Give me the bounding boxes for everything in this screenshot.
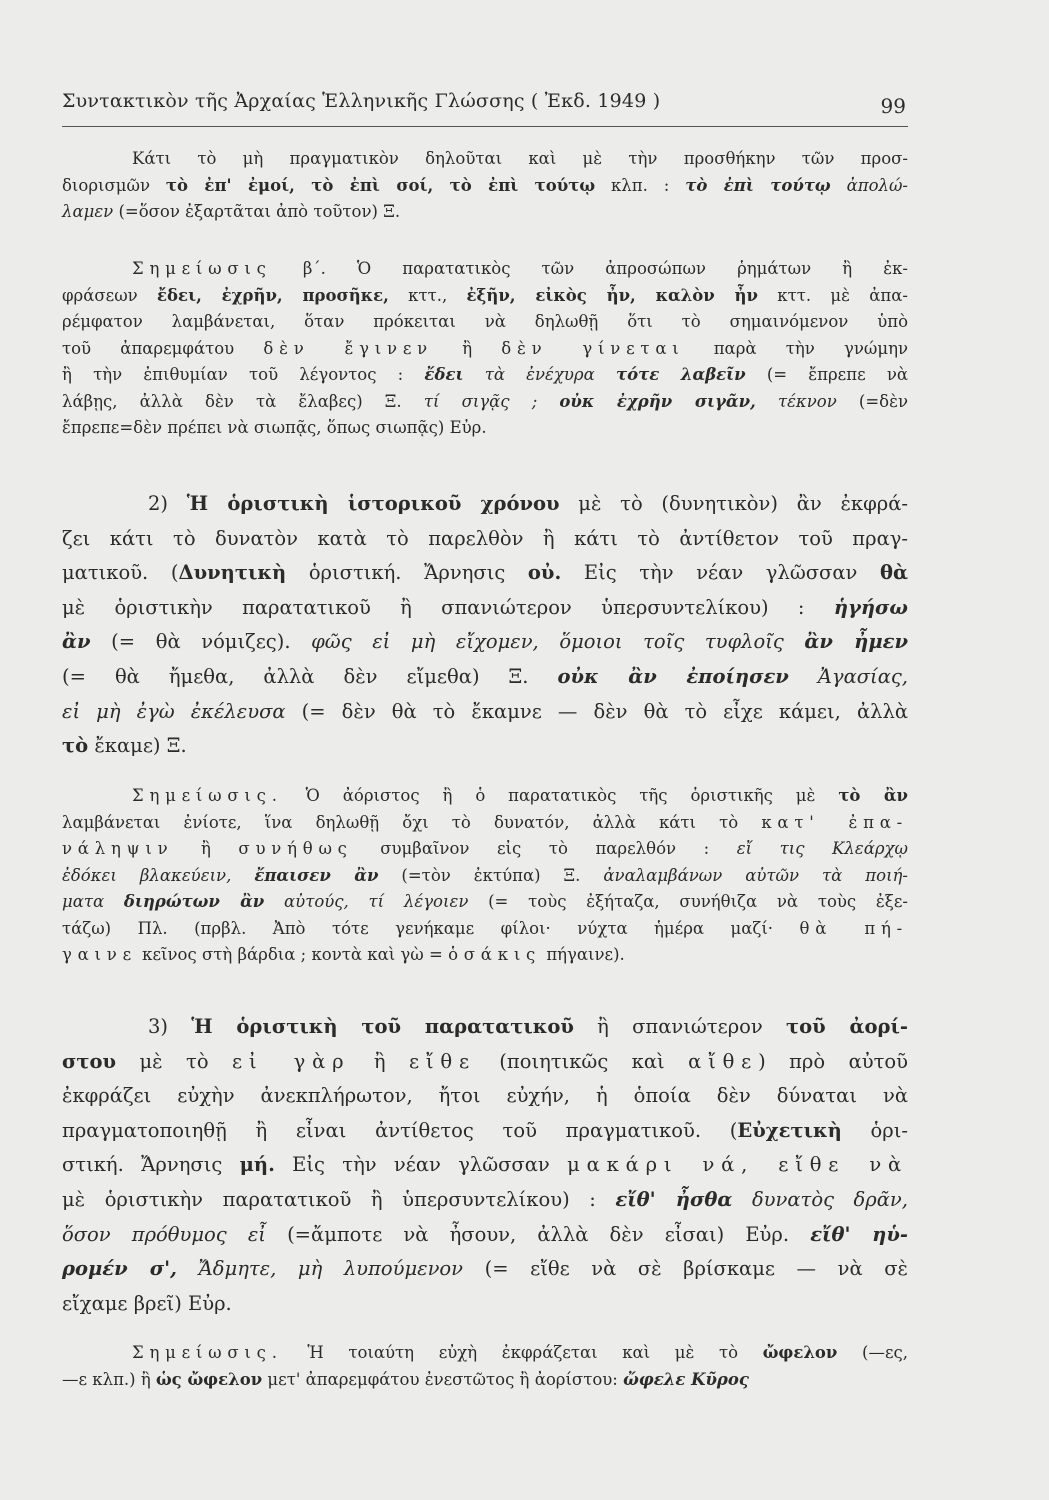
text-run: ὁριστική. Ἄρνησις xyxy=(286,561,528,585)
text-run: στική. Ἄρνησις xyxy=(62,1153,240,1177)
styled-text: Σημείωσις. xyxy=(132,1343,283,1362)
page-header xyxy=(62,84,908,127)
text-line xyxy=(62,863,908,890)
text-line xyxy=(62,660,908,695)
text-run: 3) xyxy=(148,1015,192,1038)
text-run: πήγαινε). xyxy=(541,945,625,964)
text-line xyxy=(62,336,908,363)
text-line xyxy=(62,283,908,310)
styled-text: ὁσάκις xyxy=(448,945,542,964)
styled-text: τοῦ ἀορί- xyxy=(785,1015,908,1038)
styled-text: τέκνον xyxy=(777,391,837,411)
text-run: παρὰ τὴν γνώμην xyxy=(684,338,908,358)
text-run: τάζω) Πλ. (πρβλ. Ἀπὸ τότε γενήκαμε φίλοι· νύχτα ἡμέρα μαζί· xyxy=(62,918,800,938)
text-run: (=δὲν xyxy=(836,391,909,411)
text-run: μὲ τὸ (δυνητικὸν) ἂν ἐκφρά- xyxy=(559,492,908,515)
text-run: 2) xyxy=(148,492,187,515)
text-run: κεῖνος στὴ βάρδια ; κοντὰ καὶ γὼ = xyxy=(136,945,449,964)
styled-text: εἰ μὴ ἐγὼ ἐκέλευσα xyxy=(62,699,286,723)
text-line xyxy=(62,1148,908,1183)
styled-text: τί σιγᾷς ; xyxy=(423,391,538,411)
styled-text: ἐδόκει βλακεύειν, xyxy=(62,865,232,885)
text-run: κττ. μὲ ἀπα- xyxy=(757,285,908,305)
styled-text: Ἀγασίας, xyxy=(817,664,908,688)
text-run: ἢ xyxy=(432,338,502,358)
styled-text: Εὐχετικὴ xyxy=(737,1118,842,1142)
text-line xyxy=(62,1287,908,1322)
text-line xyxy=(62,362,908,389)
styled-text: στου xyxy=(62,1049,117,1073)
text-run xyxy=(595,365,616,384)
paragraph xyxy=(62,783,908,969)
styled-text: εἰ γὰρ xyxy=(232,1049,351,1073)
text-run: β΄. Ὁ παρατατικὸς τῶν ἀπροσώπων ῥημάτων ἢ ἐκ- xyxy=(271,259,908,278)
styled-text: ἂν ἦμεν xyxy=(804,630,908,654)
styled-text: θὰ xyxy=(879,561,908,585)
styled-text: εἴθε xyxy=(408,1049,476,1073)
styled-text: Σημείωσις xyxy=(132,259,272,278)
text-line xyxy=(62,522,908,557)
text-run: φράσεων xyxy=(62,285,158,305)
text-run: ἢ τὴν ἐπιθυμίαν τοῦ λέγοντος : xyxy=(62,365,425,384)
styled-text: δυνατὸς δρᾶν, xyxy=(751,1187,908,1211)
text-run: μὲ ὁριστικὴν παρατατικοῦ ἢ σπανιώτερον ὑπερσυντελίκου) : xyxy=(62,595,834,619)
text-run: ρέμφατον λαμβάνεται, ὅταν πρόκειται νὰ δηλωθῇ ὅτι τὸ σημαινόμενον ὑπὸ xyxy=(62,312,908,331)
text-line xyxy=(62,729,908,764)
text-run: πραγματοποιηθῇ ἢ εἶναι ἀντίθετος τοῦ πραγματικοῦ. ( xyxy=(62,1118,738,1142)
text-line xyxy=(62,695,908,730)
styled-text: εἴθ' ηὑ- xyxy=(810,1222,908,1246)
styled-text: ρομέν σ', xyxy=(62,1257,177,1281)
text-run xyxy=(537,392,559,411)
text-run: ἢ σπανιώτερον xyxy=(573,1015,786,1038)
styled-text: εἴ τις Κλεάρχῳ xyxy=(736,839,908,858)
text-run: ἐκφράζει εὐχὴν ἀνεκπλήρωτον, ἤτοι εὐχήν, ἡ ὁποία δὲν δύναται νὰ xyxy=(62,1084,908,1108)
text-run: ἢ xyxy=(350,1049,409,1073)
text-run: (= θὰ νόμιζες). xyxy=(90,630,312,654)
styled-text: θὰ πή- xyxy=(799,918,908,938)
styled-text: ὤφελον xyxy=(762,1343,838,1362)
running-title: Συντακτικὸν τῆς Ἀρχαίας Ἑλληνικῆς Γλώσσης ( Ἐκδ. 1949 ) xyxy=(62,90,661,112)
text-run xyxy=(231,866,254,885)
styled-text: τὸ ἐπὶ τούτῳ xyxy=(685,175,831,195)
styled-text: οὐ. xyxy=(527,561,562,585)
text-run xyxy=(104,892,124,911)
paragraph xyxy=(62,487,908,764)
text-line xyxy=(62,1114,908,1149)
styled-text: τότε λαβεῖν xyxy=(615,365,746,384)
text-line xyxy=(62,916,908,943)
text-line xyxy=(62,309,908,336)
text-run: ἢ xyxy=(173,839,239,858)
text-run: (= τοὺς ἐξήταζα, συνήθιζα νὰ τοὺς ἐξε- xyxy=(468,892,908,911)
styled-text: αἴθε xyxy=(688,1049,759,1073)
text-run: Ἡ τοιαύτη εὐχὴ ἐκφράζεται καὶ μὲ τὸ xyxy=(282,1343,763,1362)
styled-text: διηρώτων ἂν xyxy=(123,892,265,911)
text-line xyxy=(62,1252,908,1287)
styled-text: τὸ xyxy=(62,734,89,758)
text-run: ζει κάτι τὸ δυνατὸν κατὰ τὸ παρελθὸν ἢ κάτι τὸ ἀντίθετον τοῦ πραγ- xyxy=(62,526,908,550)
text-run: εἴχαμε βρεῖ) Εὐρ. xyxy=(62,1291,232,1315)
text-run: (=ὅσον ἐξαρτᾶται ἀπὸ τοῦτον) Ξ. xyxy=(113,202,401,221)
styled-text: λαμεν xyxy=(62,202,114,221)
paragraph xyxy=(62,146,908,226)
text-run: συμβαῖνον εἰς τὸ παρελθόν : xyxy=(352,839,737,858)
text-run: μετ' ἀπαρεμφάτου ἐνεστῶτος ἢ ἀορίστου: xyxy=(262,1369,624,1389)
styled-text: τὸ ἂν xyxy=(838,786,909,805)
text-run: (=ἄμποτε νὰ ἦσουν, ἀλλὰ δὲν εἶσαι) Εὐρ. xyxy=(265,1222,811,1246)
text-line xyxy=(62,146,908,173)
styled-text: ἔδει, ἐχρῆν, προσῆκε, xyxy=(157,285,389,305)
text-run: ἔπρεπε=δὲν πρέπει νὰ σιωπᾷς, ὅπως σιωπᾷς) Εὐρ. xyxy=(62,418,487,437)
styled-text: ἂν xyxy=(62,630,91,654)
styled-text: τὸ ἐπ' ἐμοί, τὸ ἐπὶ σοί, τὸ ἐπὶ τούτῳ xyxy=(165,175,596,195)
styled-text: δὲν ἔγινεν xyxy=(263,338,433,358)
text-run: (—ες, xyxy=(837,1343,908,1362)
text-line xyxy=(62,836,908,863)
text-line xyxy=(62,1218,908,1253)
styled-text: ἐξῆν, εἰκὸς ἦν, καλὸν ἦν xyxy=(466,285,758,305)
text-run: κλπ. : xyxy=(595,175,686,195)
text-line xyxy=(62,389,908,416)
text-run: Ὁ ἀόριστος ἢ ὁ παρατατικὸς τῆς ὁριστικῆς μὲ xyxy=(282,786,839,805)
text-line xyxy=(62,1010,908,1045)
styled-text: ἀναλαμβάνων αὐτῶν τὰ ποιή- xyxy=(603,865,908,885)
styled-text: οὐκ ἐχρῆν σιγᾶν, xyxy=(559,391,756,411)
text-line xyxy=(62,625,908,660)
text-run xyxy=(784,630,805,653)
styled-text: ἀπολώ- xyxy=(846,175,908,195)
text-line xyxy=(62,810,908,837)
text-run: διορισμῶν xyxy=(62,175,166,195)
text-line xyxy=(62,173,908,200)
text-run: (= δὲν θὰ τὸ ἔκαμνε — δὲν θὰ τὸ εἶχε κάμει, ἀλλὰ xyxy=(285,699,909,723)
styled-text: ματα xyxy=(62,892,105,911)
styled-text: ἔπαισεν ἂν xyxy=(254,865,379,885)
text-line xyxy=(62,1340,908,1367)
text-line xyxy=(62,1367,908,1394)
styled-text: ὤφελε Κῦρος xyxy=(623,1369,749,1389)
text-run: (= ἔπρεπε νὰ xyxy=(745,365,909,384)
text-run: Κάτι τὸ μὴ πραγματικὸν δηλοῦται καὶ μὲ τὴν προσθήκην τῶν προσ- xyxy=(132,149,908,168)
styled-text: Ἡ ὁριστικὴ ἱστορικοῦ χρόνου xyxy=(186,492,560,515)
text-line xyxy=(62,256,908,283)
text-run xyxy=(177,1257,199,1280)
text-line xyxy=(62,415,908,442)
text-line xyxy=(62,889,908,916)
text-run xyxy=(789,665,818,688)
styled-text: Ἡ ὁριστικὴ τοῦ παρατατικοῦ xyxy=(191,1015,574,1038)
text-run: (= εἴθε νὰ σὲ βρίσκαμε — νὰ σὲ xyxy=(463,1257,908,1281)
styled-text: μή. xyxy=(239,1153,275,1177)
text-line xyxy=(62,487,908,522)
paragraph xyxy=(62,256,908,442)
text-run: (= θὰ ἤμεθα, ἀλλὰ δὲν εἴμεθα) Ξ. xyxy=(62,664,558,688)
styled-text: ἔδει xyxy=(424,365,464,384)
text-run xyxy=(264,892,284,911)
text-run xyxy=(463,365,484,384)
styled-text: φῶς εἰ μὴ εἴχομεν, ὅμοιοι τοῖς τυφλοῖς xyxy=(311,630,784,654)
styled-text: συνήθως xyxy=(238,839,353,858)
text-line xyxy=(62,1045,908,1080)
styled-text: Ἄδμητε, μὴ λυπούμενον xyxy=(198,1257,464,1281)
text-line xyxy=(62,783,908,810)
text-line xyxy=(62,591,908,626)
text-run xyxy=(831,176,847,195)
text-run: ) πρὸ αὐτοῦ xyxy=(758,1049,908,1073)
text-run: μὲ τὸ xyxy=(116,1049,233,1073)
text-run: κττ., xyxy=(388,285,467,305)
text-line xyxy=(62,556,908,591)
styled-text: μακάρι νά, εἴθε νὰ xyxy=(567,1153,908,1177)
text-run: τοῦ ἀπαρεμφάτου xyxy=(62,338,264,358)
styled-text: κατ' ἐπα- xyxy=(761,812,908,832)
styled-text: Σημείωσις. xyxy=(132,786,283,805)
text-run: ὁρι- xyxy=(841,1118,909,1142)
text-run: λάβῃς, ἀλλὰ δὲν τὰ ἔλαβες) Ξ. xyxy=(62,391,424,411)
styled-text: δὲν γίνεται xyxy=(501,338,685,358)
text-run: λαμβάνεται ἐνίοτε, ἵνα δηλωθῇ ὄχι τὸ δυνατόν, ἀλλὰ κάτι τὸ xyxy=(62,812,762,832)
paragraph xyxy=(62,1010,908,1321)
text-run: (=τὸν ἐκτύπα) Ξ. xyxy=(378,865,604,885)
styled-text: νάληψιν xyxy=(62,839,174,858)
text-run: ματικοῦ. ( xyxy=(62,561,179,585)
page-number: 99 xyxy=(880,94,906,118)
text-line xyxy=(62,1079,908,1114)
styled-text: εἴθ' ἦσθα xyxy=(615,1187,733,1211)
styled-text: οὐκ ἂν ἐποίησεν xyxy=(557,664,789,688)
text-line xyxy=(62,942,908,969)
text-run: μὲ ὁριστικὴν παρατατικοῦ ἢ ὑπερσυντελίκου) : xyxy=(62,1187,616,1211)
styled-text: τὰ ἐνέχυρα xyxy=(484,365,595,384)
text-line xyxy=(62,199,908,226)
text-run: (ποιητικῶς καὶ xyxy=(475,1049,689,1073)
text-run xyxy=(732,1188,752,1211)
styled-text: Δυνητικὴ xyxy=(178,561,287,585)
text-run: —ε κλπ.) ἢ xyxy=(62,1369,156,1389)
text-run: Εἰς τὴν νέαν γλῶσσαν xyxy=(561,561,880,585)
text-run: Εἰς τὴν νέαν γλῶσσαν xyxy=(274,1153,568,1177)
text-line xyxy=(62,1183,908,1218)
styled-text: ὅσον πρόθυμος εἶ xyxy=(62,1222,266,1246)
text-run: ἔκαμε) Ξ. xyxy=(88,734,187,758)
text-run xyxy=(756,392,778,411)
paragraph xyxy=(62,1340,908,1393)
styled-text: ἡγήσω xyxy=(833,595,908,619)
styled-text: αὐτούς, τί λέγοιεν xyxy=(284,892,469,911)
styled-text: γαινε xyxy=(62,945,137,964)
styled-text: ὡς ὤφελον xyxy=(155,1369,263,1389)
